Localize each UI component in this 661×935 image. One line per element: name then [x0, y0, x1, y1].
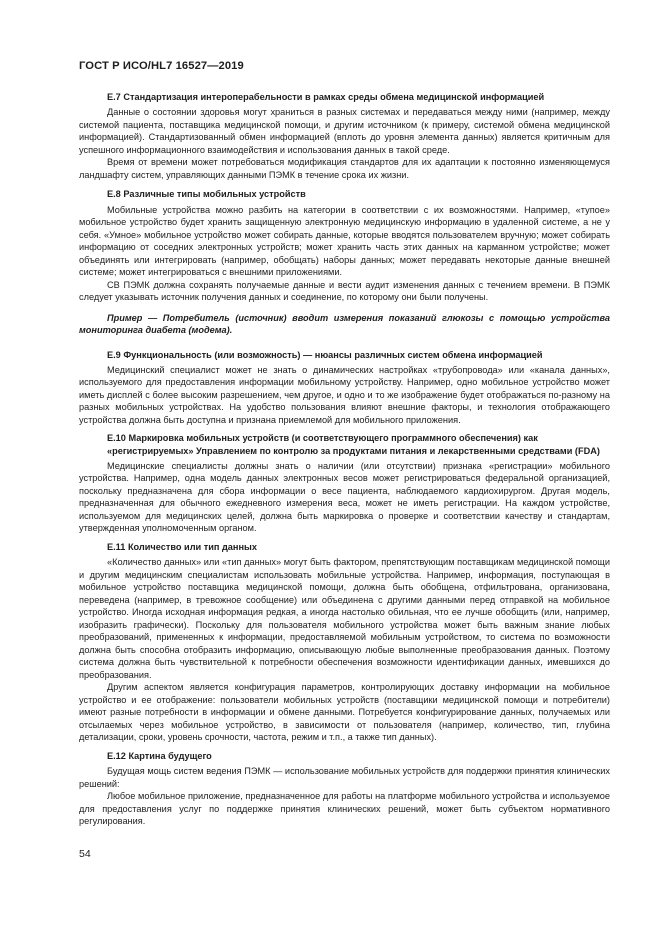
paragraph: Другим аспектом является конфигурация параметров, контролирующих доставку информации на мобильное устройство и ее отображение: пользователи мобильных устройств (поставщики медицинской помощи и потребители) имеют разные потребности в информации и обмене данными. Потребуется конфигурирование данных, получаемых или отсылаемых через мобильное устройство, в зависимости от пользователя (например, количество, тип, глубина детализации, сроки, уровень срочности, частота, режим и т.п., а также тип данных). — [79, 682, 610, 743]
section-e10 — [79, 432, 610, 535]
section-heading: Е.10 Маркировка мобильных устройств (и соответствующего программного обеспечения) как «регистрируемых» Управлением по контролю за продуктами питания и лекарственными средствами (FDA) — [107, 433, 600, 456]
document-body — [79, 89, 610, 828]
page-number: 54 — [79, 848, 91, 860]
section-heading: Е.7 Стандартизация интероперабельности в рамках среды обмена медицинской информацией — [107, 92, 545, 102]
paragraph: Будущая мощь систем ведения ПЭМК — использование мобильных устройств для поддержки принятия клинических решений: — [79, 766, 610, 789]
section-heading: Е.12 Картина будущего — [107, 750, 212, 761]
paragraph: Мобильные устройства можно разбить на категории в соответствии с их возможностями. Например, «тупое» мобильное устройство будет хранить защищенную электронную медицинскую информацию в удаленной системе, а не у себя. «Умное» мобильное устройство может собирать данные, которые вводятся пользователем вручную; может собирать информацию от соседних электронных устройств; может хранить часть этих данных на карманном устройстве; может объединять или интегрировать (например, обобщать) наборы данных; может передавать некоторые данные внешней системе; может интегрироваться с внешними приложениями. — [79, 204, 610, 278]
paragraph: «Количество данных» или «тип данных» могут быть фактором, препятствующим поставщикам медицинской помощи и другим медицинским специалистам использовать мобильные устройства. Например, информация, поступающая в мобильное устройство поставщика медицинской помощи, должна быть обобщена, отфильтрована, организована, переведена (например, в тревожное сообщение) или объединена с другими данными перед отправкой на мобильное устройство. Иногда исходная информация редкая, а иногда настолько обильная, что ее лучше обобщить (или, например, изобразить графически). Поскольку для пользователя мобильного устройства может быть важным знание любых преобразований, примененных к информации, предоставляемой мобильным устройством, то система по возможности должна быть способна отобразить информацию, описывающую любые выполненные преобразования данных. Поэтому система должна быть чувствительной к потребности обеспечения возможности идентификации данных, имевшихся до преобразования. — [79, 557, 610, 680]
section-heading: Е.11 Количество или тип данных — [107, 541, 257, 552]
section-heading: Е.8 Различные типы мобильных устройств — [107, 189, 306, 200]
section-e9 — [79, 349, 610, 427]
paragraph: Время от времени может потребоваться модификация стандартов для их адаптации к постоянно изменяющемуся ландшафту систем, управляющих данными ПЭМК в течение срока их жизни. — [79, 157, 610, 180]
paragraph: Медицинский специалист может не знать о динамических настройках «трубопровода» или «канала данных», используемого для предоставления информации мобильному устройству. Например, одно мобильное устройство может иметь дисплей с более высоким разрешением, чем другое, и одно и то же изображение будет отображаться по-разному на разных мобильных устройствах. На удобство пользования влияют внешние факторы, и технология отображающего устройства должна быть доступна и признана приемлемой для мобильного приложения. — [79, 364, 610, 425]
paragraph: Медицинские специалисты должны знать о наличии (или отсутствии) признака «регистрации» мобильного устройства. Например, одна модель данных электронных весов может регистрироваться федеральной организацией, поскольку предназначена для сбора информации о весе пациента, наблюдаемого кардиохирургом. Другая модель, предназначенная для обычного ежедневного измерения веса, может не иметь регистрации. На каждом устройстве, используемом для медицинских целей, должна быть маркировка о проверке и соответствии качеству и стандартам, утвержденная уполномоченным органом. — [79, 460, 610, 534]
document-header: ГОСТ Р ИСО/HL7 16527—2019 — [79, 60, 244, 72]
section-e11 — [79, 541, 610, 744]
paragraph: Данные о состоянии здоровья могут храниться в разных системах и передаваться между ними (например, между системой пациента, поставщика медицинской помощи, и другим источником (к примеру, системой обмена медицинской информацией). Стандартизованный обмен информацией (вплоть до уровня элемента данных) является критичным для успешного информационного взаимодействия и использования данных в такой среде. — [79, 107, 610, 155]
section-e7 — [79, 91, 610, 181]
paragraph: Любое мобильное приложение, предназначенное для работы на платформе мобильного устройства и используемое для предоставления услуг по поддержке принятия клинических решений, может быть субъектом нормативного регулирования. — [79, 791, 610, 827]
paragraph: СВ ПЭМК должна сохранять получаемые данные и вести аудит изменения данных с течением времени. В ПЭМК следует указывать источник получения данных и соединение, по которому они были получены. — [79, 279, 610, 303]
section-e12 — [79, 750, 610, 828]
section-heading: Е.9 Функциональность (или возможность) — нюансы различных систем обмена информацией — [107, 349, 543, 360]
example-note: Пример — Потребитель (источник) вводит измерения показаний глюкозы с помощью устройства мониторинга диабета (модема). — [79, 312, 610, 336]
section-e8 — [79, 188, 610, 336]
